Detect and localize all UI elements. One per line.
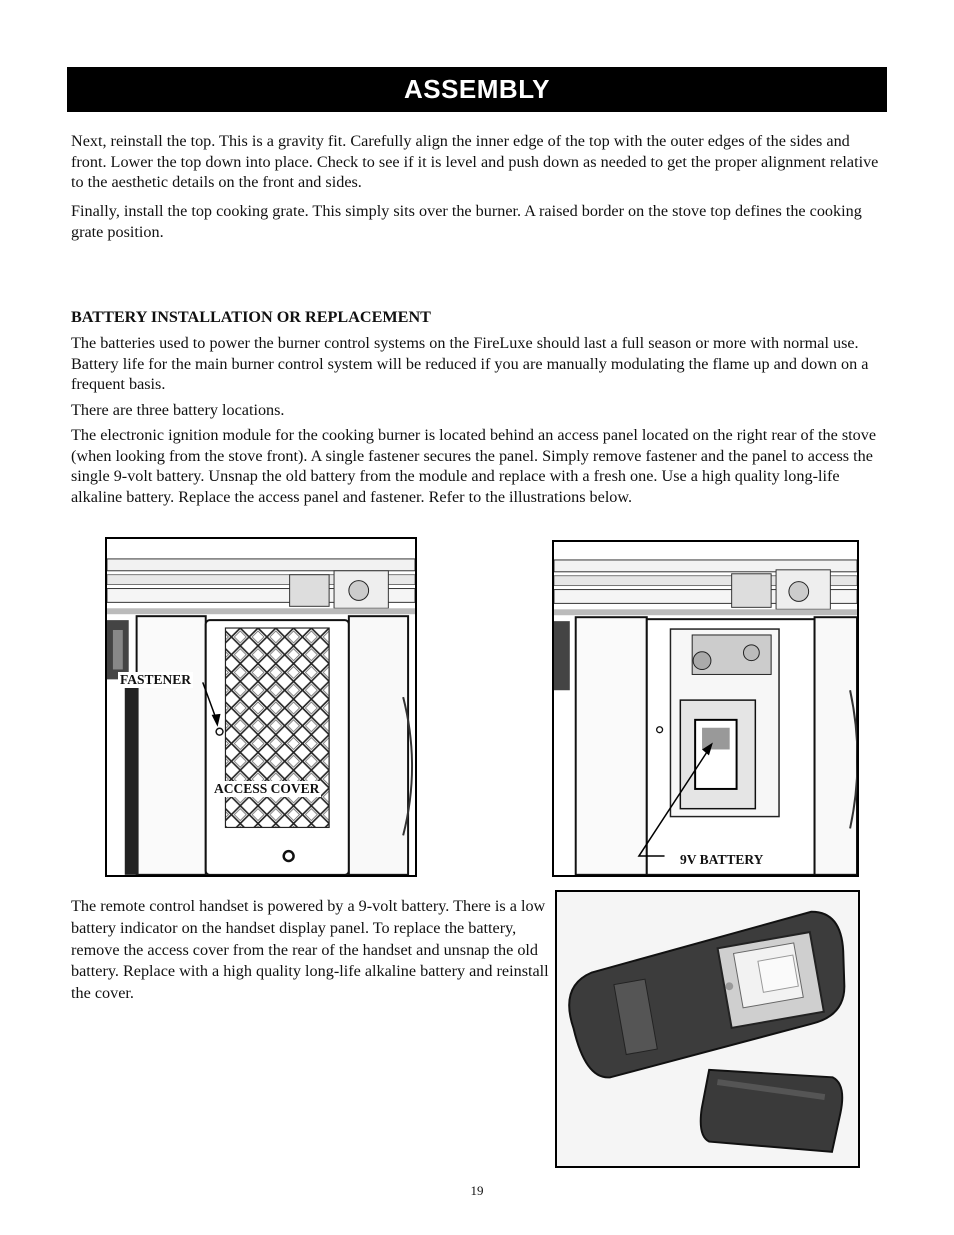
page-number: 19 (470, 1183, 484, 1198)
battery-module-illustration (552, 540, 859, 877)
intro-paragraph-top: Next, reinstall the top. This is a gravity fit. Carefully align the inner edge of the top with the outer edges of the sides and front. Lower the top down into place. Check to see if it is level and push down as needed to get the proper alignment relative to the aesthetic details on the front and sides. (71, 132, 879, 192)
access-cover-callout: ACCESS COVER (214, 781, 320, 796)
section-header-bar (67, 67, 887, 112)
fastener-callout: FASTENER (120, 672, 192, 687)
remote-paragraph: The remote control handset is powered by a 9-volt battery. There is a low battery indicator on the handset display panel. To replace the battery, remove the access cover from the rear of the handset and unsnap the old battery. Replace with a high quality long-life alkaline battery and reinstall the cover. (71, 897, 549, 1003)
battery-section-heading: BATTERY INSTALLATION OR REPLACEMENT (71, 308, 431, 326)
battery-module-drawing (554, 542, 857, 875)
remote-handset-drawing (557, 892, 858, 1166)
section-title: ASSEMBLY (403, 74, 551, 104)
battery-paragraph-life: The batteries used to power the burner control systems on the FireLuxe should last a full season or more with normal use. Battery life for the main burner control system will be reduced if you are manually modulating the flame up and down on a frequent basis. (71, 334, 869, 394)
remote-handset-photo (555, 890, 860, 1168)
battery-paragraph-ignition: The electronic ignition module for the cooking burner is located behind an access panel located on the right rear of the stove (when looking from the stove front). A single fastener secures the panel. Simply remove fastener and the panel to access the single 9-volt battery. Unsnap the old battery from the module and replace with a fresh one. Use a high quality long-life alkaline battery. Replace the access panel and fastener. Refer to the illustrations below. (71, 426, 877, 506)
access-cover-drawing (107, 539, 415, 875)
battery-callout: 9V BATTERY (680, 852, 764, 867)
intro-paragraph-grate: Finally, install the top cooking grate. This simply sits over the burner. A raised border on the stove top defines the cooking grate position. (71, 202, 862, 241)
access-cover-illustration (105, 537, 417, 877)
battery-paragraph-locations: There are three battery locations. (71, 401, 285, 419)
